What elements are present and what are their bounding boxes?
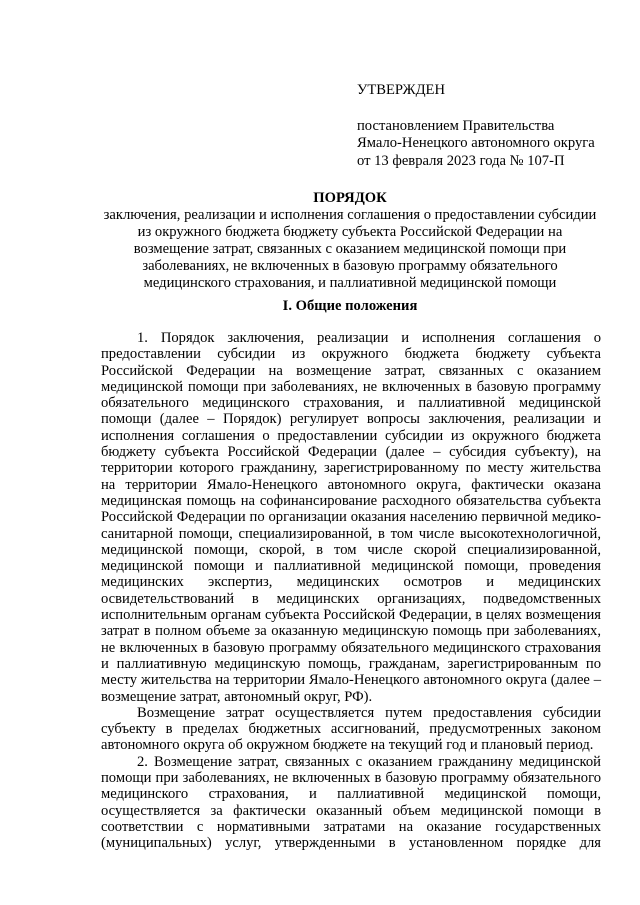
body-line: Российской Федерации по организации оказания населению первичной медико- xyxy=(101,509,601,526)
body-line: субъекту в пределах бюджетных ассигнований, предусмотренных законом xyxy=(101,721,601,738)
body-line: исполнения соглашения о предоставлении субсидии из окружного бюджета xyxy=(101,427,601,444)
body-text xyxy=(101,330,601,852)
approval-line: постановлением Правительства xyxy=(357,117,555,134)
body-line: медицинских экспертиз, медицинских осмотров и медицинских xyxy=(101,574,601,591)
body-line: освидетельствований в медицинских организациях, подведомственных xyxy=(101,590,601,607)
body-line: обязательного медицинского страхования, и паллиативной медицинской xyxy=(101,395,601,412)
body-line: территории которого гражданину, зарегистрированному по месту жительства xyxy=(101,460,601,477)
body-line: санитарной помощи, специализированной, в том числе высокотехнологичной, xyxy=(101,525,601,542)
body-line: медицинской помощи и паллиативной медицинской помощи, проведения xyxy=(101,558,601,575)
approval-line: Ямало-Ненецкого автономного округа xyxy=(357,135,595,151)
body-line: исполнительным органам субъекта Российской Федерации, в целях возмещения xyxy=(101,607,601,624)
body-line: осуществляется за фактически оказанный объем медицинской помощи в xyxy=(101,802,601,819)
body-line: (муниципальных) услуг, утвержденными в установленном порядке для xyxy=(101,835,601,852)
document-title: ПОРЯДОК xyxy=(313,190,387,206)
body-line: бюджету субъекта Российской Федерации (далее – субсидия субъекту), на xyxy=(101,444,601,461)
body-line: помощи при заболеваниях, не включенных в базовую программу обязательного xyxy=(101,770,601,787)
document-subtitle-line: из окружного бюджета бюджету субъекта Российской Федерации на xyxy=(137,224,563,240)
document-subtitle-line: возмещение затрат, связанных с оказанием медицинской помощи при xyxy=(133,241,567,257)
body-line: медицинская помощь на софинансирование расходного обязательства субъекта xyxy=(101,492,601,509)
body-line: Возмещение затрат осуществляется путем предоставления субсидии xyxy=(137,704,601,721)
approval-line: от 13 февраля 2023 года № 107-П xyxy=(357,152,565,169)
body-line: на территории Ямало-Ненецкого автономного округа, фактически оказана xyxy=(101,476,601,493)
body-line: Российской Федерации на возмещение затрат, связанных с оказанием xyxy=(101,362,601,379)
body-line: соответствии с нормативными затратами на оказание государственных xyxy=(101,818,601,835)
document-subtitle-line: заключения, реализации и исполнения соглашения о предоставлении субсидии xyxy=(103,207,597,223)
approval-stamp-block xyxy=(357,82,607,170)
body-line: медицинской помощи, скорой, в том числе скорой специализированной, xyxy=(101,541,601,558)
body-line: 2. Возмещение затрат, связанных с оказанием гражданину медицинской xyxy=(137,753,601,770)
body-line: месту жительства на территории Ямало-Ненецкого автономного округа (далее – xyxy=(101,672,601,689)
section-title: I. Общие положения xyxy=(282,298,418,314)
document-subtitle-line: медицинского страхования, и паллиативной медицинской помощи xyxy=(143,275,557,291)
body-line: медицинской помощи при заболеваниях, не включенных в базовую программу xyxy=(101,378,601,395)
body-line: предоставлении субсидии из окружного бюджета бюджету субъекта xyxy=(101,346,601,363)
body-line: не включенных в базовую программу обязательного медицинского страхования xyxy=(101,639,601,656)
body-line: автономного округа об окружном бюджете на текущий год и плановый период. xyxy=(101,737,594,754)
body-line: возмещение затрат, автономный округ, РФ). xyxy=(101,688,373,705)
body-line: затрат в полном объеме за оказанную медицинскую помощь при заболеваниях, xyxy=(101,623,601,640)
body-line: медицинского страхования, и паллиативной медицинской помощи, xyxy=(101,786,601,803)
body-line: помощи (далее – Порядок) регулирует вопросы заключения, реализации и xyxy=(101,411,601,428)
document-title-block xyxy=(96,190,604,292)
document-subtitle-line: заболеваниях, не включенных в базовую программу обязательного xyxy=(142,258,558,274)
approved-label: УТВЕРЖДЕН xyxy=(357,82,445,98)
body-line: 1. Порядок заключения, реализации и исполнения соглашения о xyxy=(137,330,601,346)
body-line: и паллиативную медицинскую помощь, гражданам, зарегистрированным по xyxy=(101,655,601,672)
